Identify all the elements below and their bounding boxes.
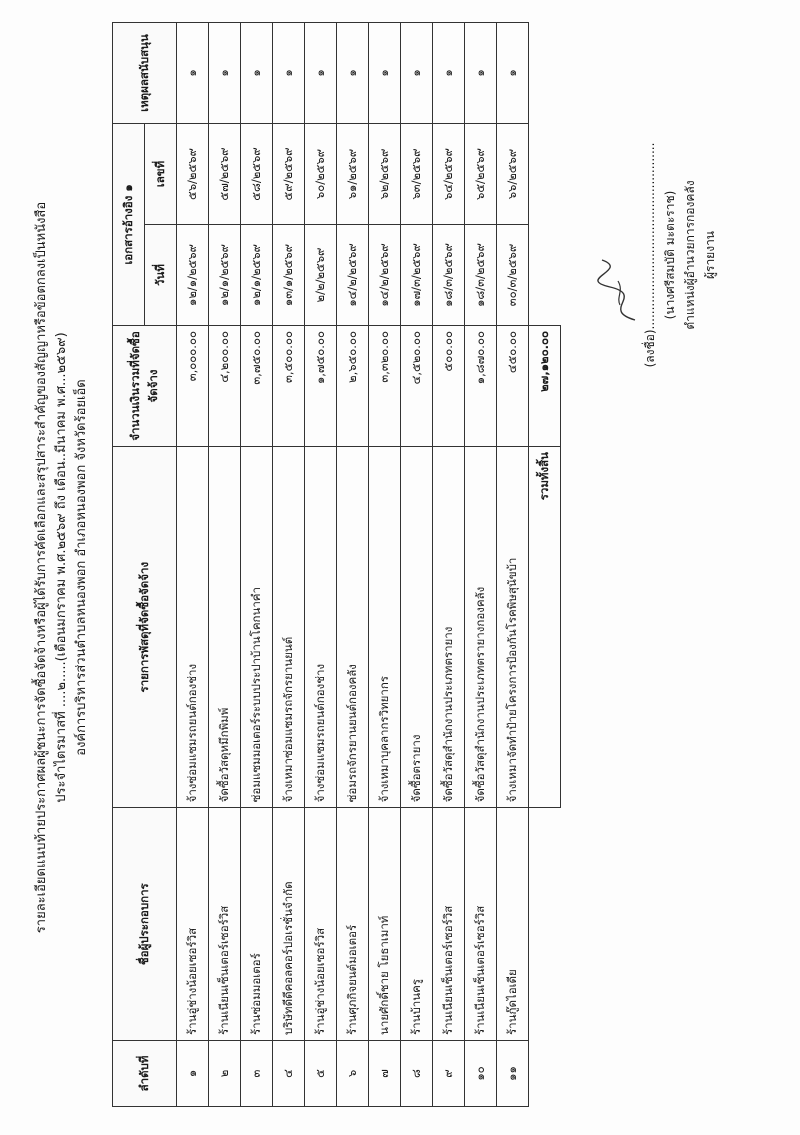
cell-amount: ๓,๗๕๐.๐๐ [241,326,273,447]
col-no: ลำดับที่ [113,1041,177,1107]
col-ref: เอกสารอ้างอิง ๑ [113,124,145,326]
cell-vendor: ร้านเนียนเซ็นเตอร์เซอร์วิส [433,808,465,1041]
cell-reason: ๑ [209,23,241,124]
cell-date: ๑๘/๓/๒๕๖๙ [465,225,497,326]
table-row [465,23,497,1107]
cell-item: จ้างเหมาบุคลากรวิทยากร [369,447,401,808]
cell-item: จ้างซ่อมแซมรถยนต์กองช่าง [305,447,337,808]
cell-date: ๑๒/๑/๒๕๖๙ [241,225,273,326]
table-row [497,23,529,1107]
cell-date: ๑๘/๓/๒๕๖๙ [433,225,465,326]
table-row [369,23,401,1107]
cell-refno: ๖๐/๒๕๖๙ [305,124,337,225]
cell-item: จ้างซ่อมแซมรถยนต์กองช่าง [177,447,209,808]
cell-reason: ๑ [273,23,305,124]
total-label: รวมทั้งสิ้น [529,447,561,808]
signature-block [640,95,720,415]
cell-item: จ้างเหมาซ่อมแซมรถจักรยานยนต์ [273,447,305,808]
col-date: วันที่ [145,225,177,326]
cell-amount: ๔,๒๐๐.๐๐ [209,326,241,447]
cell-amount: ๑,๘๗๐.๐๐ [465,326,497,447]
cell-no: ๗ [369,1041,401,1107]
table-row [273,23,305,1107]
table-row [177,23,209,1107]
report-title: รายละเอียดแนบท้ายประกาศผลผู้ชนะการจัดซื้อจัดจ้างหรือผู้ได้รับการคัดเลือกและสรุปสาระสำคัญของสัญญาหรือข้อตกลงเป็นหนังสือ [34,201,49,934]
cell-amount: ๓,๐๐๐.๐๐ [177,326,209,447]
cell-date: ๓๐/๓/๒๕๖๙ [497,225,529,326]
cell-vendor: ร้านเนียนเซ็นเตอร์เซอร์วิส [465,808,497,1041]
cell-no: ๕ [305,1041,337,1107]
cell-refno: ๕๖/๒๕๖๙ [177,124,209,225]
cell-item: ซ่อมรถจักรยานยนต์กองคลัง [337,447,369,808]
cell-no: ๒ [209,1041,241,1107]
cell-reason: ๑ [241,23,273,124]
cell-amount: ๔,๕๒๐.๐๐ [401,326,433,447]
signer-name: (นางศรีสมบัติ มะตะราช) [663,190,677,320]
cell-amount: ๓,๓๒๐.๐๐ [369,326,401,447]
cell-refno: ๕๘/๒๕๖๙ [241,124,273,225]
cell-amount: ๓,๕๐๐.๐๐ [273,326,305,447]
cell-no: ๓ [241,1041,273,1107]
cell-no: ๑๑ [497,1041,529,1107]
table-row [401,23,433,1107]
col-amount: จำนวนเงินรวมที่จัดซื้อจัดจ้าง [113,326,177,447]
cell-vendor: บริษัทดีดีคอลคอร์ปอเรชั่นจำกัด [273,808,305,1041]
procurement-table [112,22,561,1107]
handwritten-signature-icon [590,255,650,325]
total-amount: ๒๗,๑๒๐.๐๐ [529,326,561,447]
table-row [305,23,337,1107]
cell-refno: ๖๑/๒๕๖๙ [337,124,369,225]
cell-date: ๒/๒/๒๕๖๙ [305,225,337,326]
col-refno: เลขที่ [145,124,177,225]
cell-refno: ๕๗/๒๕๖๙ [209,124,241,225]
cell-refno: ๖๒/๒๕๖๙ [369,124,401,225]
cell-vendor: ร้านเนียนเซ็นเตอร์เซอร์วิส [209,808,241,1041]
cell-amount: ๒,๖๕๐.๐๐ [337,326,369,447]
cell-item: จ้างเหมาจัดทำป้ายโครงการป้องกันโรคพิษสุนัขบ้า [497,447,529,808]
table-row [337,23,369,1107]
table-row [241,23,273,1107]
col-item: รายการพัสดุที่จัดซื้อจัดจ้าง [113,447,177,808]
cell-reason: ๑ [401,23,433,124]
report-period: ประจำไตรมาสที่ ....๒.....(เดือนมกราคม พ.ศ.๒๕๖๙ ถึง เดือน..มีนาคม พ.ศ...๒๕๖๙) [54,332,69,803]
cell-no: ๘ [401,1041,433,1107]
cell-item: ซ่อมแซมมอเตอร์ระบบประปาบ้านโคกนาคำ [241,447,273,808]
cell-no: ๑๐ [465,1041,497,1107]
cell-reason: ๑ [177,23,209,124]
cell-refno: ๖๔/๒๕๖๙ [433,124,465,225]
cell-vendor: ร้านซ่อมมอเตอร์ [241,808,273,1041]
cell-refno: ๖๕/๒๕๖๙ [465,124,497,225]
signer-position: ตำแหน่งผู้อำนวยการกองคลัง [683,180,697,330]
cell-item: จัดซื้อตรายาง [401,447,433,808]
cell-reason: ๑ [305,23,337,124]
cell-no: ๑ [177,1041,209,1107]
cell-reason: ๑ [497,23,529,124]
table-row [433,23,465,1107]
cell-reason: ๑ [433,23,465,124]
cell-refno: ๕๙/๒๕๖๙ [273,124,305,225]
cell-date: ๑๓/๑/๒๕๖๙ [273,225,305,326]
cell-no: ๔ [273,1041,305,1107]
cell-reason: ๑ [337,23,369,124]
cell-vendor: ร้านอู่ช่างน้อยเซอร์วิส [305,808,337,1041]
cell-item: จัดซื้อวัสดุสำนักงานประเภทตรายางกองคลัง [465,447,497,808]
cell-amount: ๔๕๐.๐๐ [497,326,529,447]
signature-line: (ลงชื่อ)................................................. [643,142,657,368]
signer-role: ผู้รายงาน [703,230,717,280]
cell-vendor: ร้านบ้านครู [401,808,433,1041]
cell-no: ๙ [433,1041,465,1107]
cell-reason: ๑ [369,23,401,124]
cell-date: ๑๔/๒/๒๕๖๙ [337,225,369,326]
col-vendor: ชื่อผู้ประกอบการ [113,808,177,1041]
cell-date: ๑๒/๑/๒๕๖๙ [209,225,241,326]
cell-amount: ๕๐๐.๐๐ [433,326,465,447]
cell-reason: ๑ [465,23,497,124]
cell-item: จัดซื้อวัสดุสำนักงานประเภทตรายาง [433,447,465,808]
cell-vendor: ร้านอู่ช่างน้อยเซอร์วิส [177,808,209,1041]
cell-date: ๑๗/๓/๒๕๖๙ [401,225,433,326]
report-organization: องค์การบริหารส่วนตำบลหนองพอก อำเภอหนองพอก จังหวัดร้อยเอ็ด [74,379,89,756]
cell-vendor: ร้านกู๊ดไอเดีย [497,808,529,1041]
cell-refno: ๖๖/๒๕๖๙ [497,124,529,225]
cell-no: ๖ [337,1041,369,1107]
cell-refno: ๖๓/๒๕๖๙ [401,124,433,225]
cell-vendor: นายศักดิ์ชาย โยธาเมาท์ [369,808,401,1041]
table-row [209,23,241,1107]
col-reason: เหตุผลสนับสนุน [113,23,177,124]
cell-vendor: ร้านศุภกิจยนต์มอเตอร์ [337,808,369,1041]
cell-amount: ๑,๗๕๐.๐๐ [305,326,337,447]
total-row [529,23,561,1107]
cell-date: ๑๔/๒/๒๕๖๙ [369,225,401,326]
cell-item: จัดซื้อวัสดุหมึกพิมพ์ [209,447,241,808]
cell-date: ๑๒/๑/๒๕๖๙ [177,225,209,326]
